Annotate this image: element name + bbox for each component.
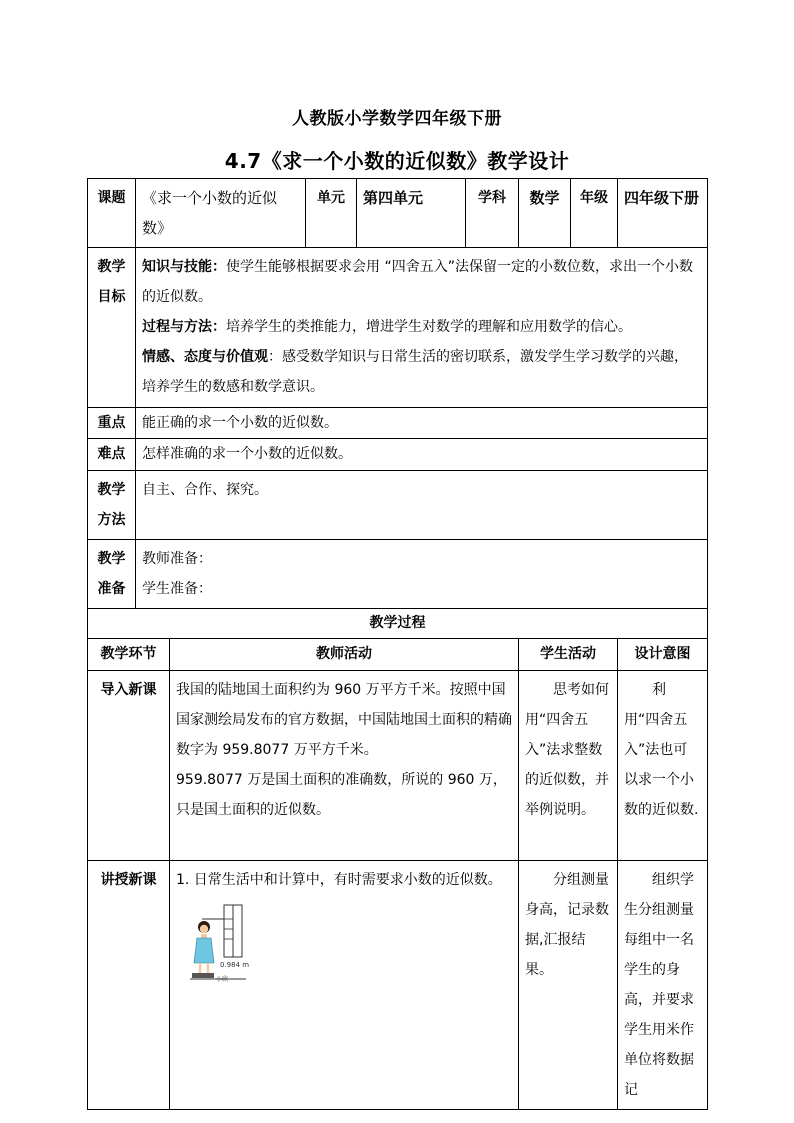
difficulty-row bbox=[88, 439, 708, 471]
girl-measuring-height-illustration bbox=[176, 901, 266, 983]
subject-label: 学科 bbox=[466, 179, 519, 248]
key-point-label: 重点 bbox=[88, 408, 136, 439]
difficulty-text: 怎样准确的求一个小数的近似数。 bbox=[136, 439, 708, 471]
key-point-text: 能正确的求一个小数的近似数。 bbox=[136, 408, 708, 439]
teacher-activity-intro: 我国的陆地国土面积约为 960 万平方千米。按照中国国家测绘局发布的官方数据，中国陆地国土面积的精确数字为 959.8077 万平方千米。 959.8077 万是国土面积的准确数，所说的 960 万，只是国土面积的近似数。 bbox=[170, 671, 519, 861]
prep-teacher: 教师准备： bbox=[142, 551, 212, 567]
process-row-intro bbox=[88, 671, 708, 861]
goal-process: 过程与方法：培养学生的类推能力，增进学生对数学的理解和应用数学的信心。 bbox=[142, 319, 632, 335]
goals-label: 教学目标 bbox=[88, 248, 136, 408]
process-title: 教学过程 bbox=[88, 609, 708, 639]
method-text: 自主、合作、探究。 bbox=[136, 471, 708, 540]
document-title: 人教版小学数学四年级下册 bbox=[292, 109, 502, 129]
prep-student: 学生准备： bbox=[142, 581, 212, 597]
topic-label: 课题 bbox=[88, 179, 136, 248]
method-label: 教学方法 bbox=[88, 471, 136, 540]
subject-value: 数学 bbox=[519, 179, 571, 248]
topic-value: 《求一个小数的近似数》 bbox=[136, 179, 306, 248]
key-point-row bbox=[88, 408, 708, 439]
grade-label: 年级 bbox=[571, 179, 618, 248]
girl-name-label: 小欣 bbox=[216, 976, 229, 983]
col-stage: 教学环节 bbox=[88, 639, 170, 671]
height-reading: 0.984 m bbox=[220, 961, 250, 969]
design-intent-intro: 利用“四舍五入”法也可以求一个小数的近似数. bbox=[618, 671, 708, 861]
method-row bbox=[88, 471, 708, 540]
process-header-row bbox=[88, 639, 708, 671]
unit-value: 第四单元 bbox=[357, 179, 466, 248]
teacher-activity-new: 1. 日常生活中和计算中，有时需要求小数的近似数。 0.984 m 小欣 bbox=[170, 861, 519, 1110]
col-student: 学生活动 bbox=[519, 639, 618, 671]
lesson-plan-table bbox=[87, 178, 708, 1110]
goal-knowledge: 知识与技能：使学生能够根据要求会用 “四舍五入”法保留一定的小数位数，求出一个小数的近似数。 bbox=[142, 259, 693, 305]
design-intent-new: 组织学生分组测量每组中一名学生的身高，并要求学生用米作单位将数据记 bbox=[618, 861, 708, 1110]
prep-row bbox=[88, 540, 708, 609]
col-intent: 设计意图 bbox=[618, 639, 708, 671]
student-activity-intro: 思考如何用“四舍五入”法求整数的近似数，并举例说明。 bbox=[519, 671, 618, 861]
col-teacher: 教师活动 bbox=[170, 639, 519, 671]
student-activity-new: 分组测量身高，记录数据,汇报结果。 bbox=[519, 861, 618, 1110]
process-row-new bbox=[88, 861, 708, 1110]
process-title-row bbox=[88, 609, 708, 639]
info-row bbox=[88, 179, 708, 248]
unit-label: 单元 bbox=[306, 179, 357, 248]
grade-value: 四年级下册 bbox=[618, 179, 708, 248]
goals-row bbox=[88, 248, 708, 408]
goal-emotion: 情感、态度与价值观：感受数学知识与日常生活的密切联系，激发学生学习数学的兴趣，培养学生的数感和数学意识。 bbox=[142, 349, 688, 395]
goals-content bbox=[136, 248, 708, 408]
document-subtitle: 4.7《求一个小数的近似数》教学设计 bbox=[224, 149, 570, 173]
difficulty-label: 难点 bbox=[88, 439, 136, 471]
stage-intro: 导入新课 bbox=[88, 671, 170, 861]
stage-new: 讲授新课 bbox=[88, 861, 170, 1110]
prep-content bbox=[136, 540, 708, 609]
prep-label: 教学准备 bbox=[88, 540, 136, 609]
